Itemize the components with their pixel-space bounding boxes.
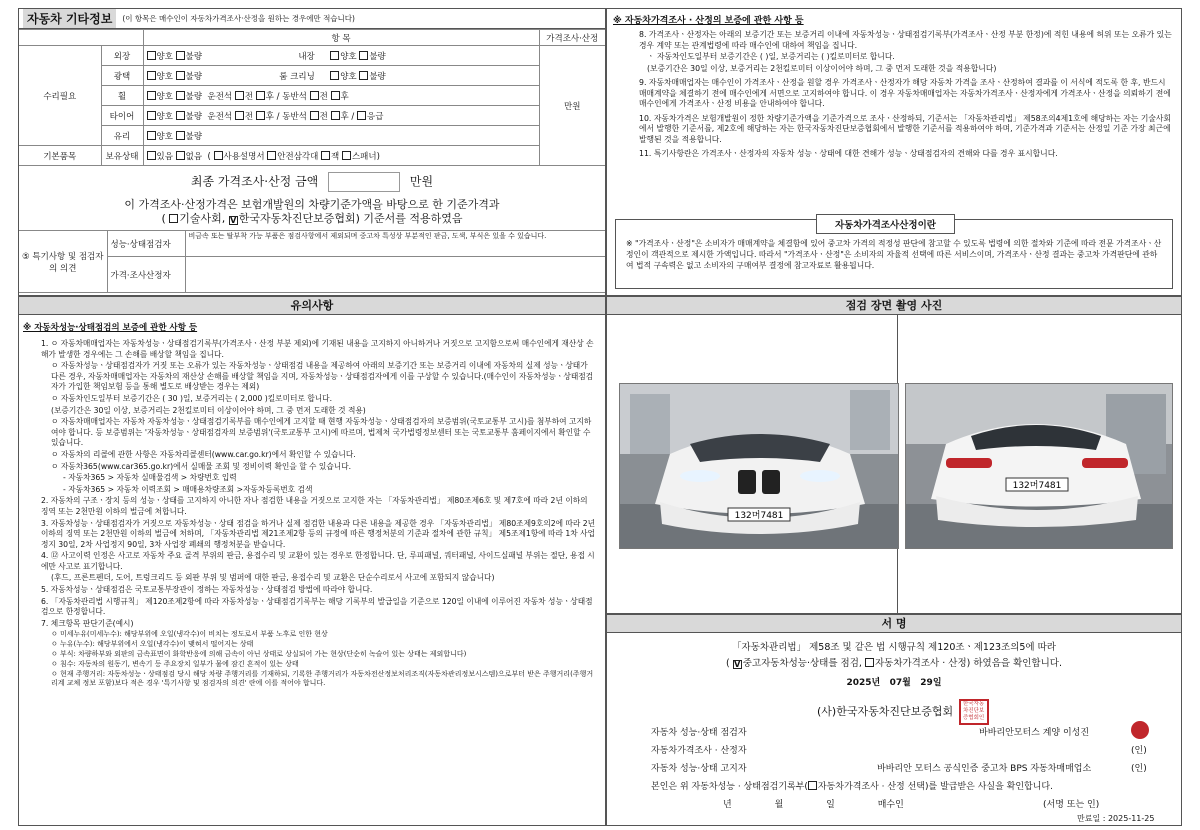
- date-month: 07: [889, 678, 903, 688]
- opt-label: 후: [265, 111, 274, 122]
- opt-label: 없음: [185, 151, 203, 162]
- row-exterior: 외장: [101, 46, 143, 66]
- date-year: 2025: [846, 678, 872, 688]
- price-unit: 만원: [539, 46, 605, 166]
- checkbox[interactable]: [310, 91, 319, 100]
- checkbox[interactable]: [176, 91, 185, 100]
- checkbox[interactable]: [359, 71, 368, 80]
- condition-table: [19, 29, 605, 166]
- special-notes-label: ⑤ 특기사항 및 점검자의 의견: [19, 231, 107, 293]
- date-year-label: 년: [871, 678, 881, 688]
- checkbox-price[interactable]: [865, 658, 874, 667]
- pricer-seal-mark: (인): [1131, 746, 1147, 756]
- org-row: [817, 699, 989, 725]
- buyer-day: 일: [826, 800, 835, 810]
- car-front-image: [620, 384, 899, 549]
- note-8b: ㆍ 자동차인도일부터 보증기간은 ( )일, 보증거리는 ( )킬로미터로 합니다.: [647, 52, 895, 61]
- confirm-text: [607, 655, 1181, 669]
- final-price-unit: 만원: [409, 174, 434, 189]
- opt-label: 잭: [331, 151, 340, 162]
- passenger-label: / 동반석: [276, 91, 307, 102]
- opt-label: 불량: [185, 91, 203, 102]
- checkbox[interactable]: [310, 111, 319, 120]
- buyer-year: 년: [723, 800, 732, 810]
- opt-label: 후: [340, 111, 349, 122]
- note-item: ㅇ 자동차매매업자는 자동차 자동차성능ㆍ상태점검기록부를 매수인에게 고지할 때 현행 자동차성능ㆍ상태점검자의 보증범위(국토교통부 고시)를 첨부하여 고지하여야 합니다. 등 보증범위는 '자동차성능ㆍ상태점검자의 보증범위'(국토교통부 고시)에 따르며, 법제처 국가법령정보센터 또는 국토교통부 홈페이지에서 확인할 수 있습니다.: [51, 417, 592, 448]
- front-plate: 132머7481: [734, 511, 784, 521]
- note-8: 8. 가격조사ㆍ산정자는 아래의 보증기간 또는 보증거리 이내에 자동차성능ㆍ상태점검기록부(가격조사ㆍ산정 부분 한정)에 적힌 내용에 허위 또는 오류가 있는 경우 계약 또는 관계법령에 따라 매수인에 대하여 책임을 집니다.: [639, 30, 1172, 50]
- front-photo: [619, 383, 899, 549]
- checkbox[interactable]: [330, 51, 339, 60]
- note-item: 4. ⑫ 사고이력 인정은 사고로 자동차 주요 골격 부위의 판금, 용접수리 및 교환이 있는 경우로 한정합니다. 단, 루피패널, 쿼터패널, 사이드실패널 부위는 절단, 용접 시에만 사고로 표기합니다.: [41, 551, 595, 571]
- checkbox[interactable]: [214, 151, 223, 160]
- note-item: ㅇ 침수: 자동차의 원동기, 변속기 등 주요장치 일부가 물에 잠긴 흔적이 있는 상태: [51, 660, 299, 669]
- note-item: 7. 체크항목 판단기준(예시): [41, 618, 134, 628]
- opt-label: 불량: [369, 71, 386, 82]
- row-wheel: 휠: [101, 86, 143, 106]
- opt-label: 양호: [156, 91, 173, 102]
- final-price-input[interactable]: [328, 172, 400, 192]
- inspector-value: 바바리안모터스 계양 이성진: [979, 728, 1090, 738]
- opt-label: 양호: [340, 51, 357, 62]
- notes-subtitle: ※ 자동차성능·상태점검의 보증에 관한 사항 등: [23, 323, 198, 333]
- basis-text: 이 가격조사·산정가격은 보험개발원의 차량기준가액을 바탕으로 한 기준가격과 ( 기술사회, V 한국자동차진단보증협회) 기준서를 적용하였음: [19, 198, 605, 226]
- inspector-label: 자동차 성능·상태 점검자: [651, 728, 747, 738]
- opt-label: 후: [340, 91, 349, 102]
- org-name: (사)한국자동차진단보증협회: [817, 705, 954, 718]
- checkbox[interactable]: [176, 71, 185, 80]
- opt-label: 불량: [185, 131, 203, 142]
- basic-items-label: 기본품목: [19, 146, 101, 166]
- checkbox[interactable]: [331, 111, 340, 120]
- note-item: - 자동차365 > 자동차 실매물검색 > 차량번호 입력: [63, 473, 237, 483]
- price-guarantee-title: ※ 자동차가격조사 · 산정의 보증에 관한 사항 등: [613, 16, 804, 26]
- receipt-row: [651, 779, 1053, 792]
- checkbox[interactable]: [147, 111, 156, 120]
- checkbox[interactable]: [176, 51, 185, 60]
- opt-label: 양호: [156, 51, 173, 62]
- vehicle-other-info-panel: [18, 8, 606, 296]
- note-item: ㅇ 자동차인도일부터 보증기간은 ( 30 )일, 보증거리는 ( 2,000 )킬로미터로 합니다.: [51, 393, 333, 403]
- basis-opt2: 한국자동차진단보증협회: [238, 212, 356, 225]
- date-month-label: 월: [902, 678, 911, 688]
- checkbox[interactable]: [321, 151, 330, 160]
- section-title: 자동차 기타정보: [23, 9, 116, 28]
- basis-opt1: 기술사회,: [179, 212, 226, 225]
- buyer-sign: (서명 또는 인): [1043, 800, 1100, 810]
- col-item-header: 항 목: [143, 30, 539, 46]
- holding-options: 있음 없음 ( 사용설명서 안전삼각대 잭 스패너): [143, 146, 539, 166]
- note-item: ㅇ 미세누유(미세누수): 해당부위에 오일(냉각수)이 비치는 정도로서 부품 노후로 인한 현상: [51, 630, 328, 639]
- note-10: 10. 자동차가격은 보험개발원이 정한 차량기준가액을 기준가격으로 조사ㆍ산정하되, 기준서는 「자동차관리법」 제58조의4제1호에 해당하는 자는 기술사회에서 발행한 기준서를, 제2호에 해당하는 자는 한국자동차진단보증협회에서 발행한 기준서를 적용하여야 하며, 기준가격과 기준서는 산정일 기준 가장 최근에 발행된 것을 적용합니다.: [639, 113, 1171, 144]
- note-9: 9. 자동차매매업자는 매수인이 가격조사ㆍ산정을 원할 경우 가격조사ㆍ산정자가 해당 자동차 가격을 조사ㆍ산정하여 결과를 이 서식에 적도록 한 후, 반드시 매매계약을 체결하기 전에 매수인에게 서면으로 고지하여야 합니다. 이 경우 자동차매매업자는 자동차가격조사ㆍ산정자에게 가격조사ㆍ산정을 의뢰하기 전에 매수인에게 가격조사ㆍ산정 비용을 안내하여야 합니다.: [639, 78, 1171, 108]
- notifier-value: 바바리안 모터스 공식인증 중고차 BPS 자동차매매업소: [877, 764, 1092, 774]
- row-interior: 내장: [298, 51, 315, 62]
- checkbox[interactable]: [147, 131, 156, 140]
- definition-text: ※ "가격조사ㆍ산정"은 소비자가 매매계약을 체결함에 있어 중고차 가격의 적정성 판단에 참고할 수 있도록 법령에 의한 절차와 기준에 따라 전문 가격조사ㆍ산정인이 객관적으로 제시한 가액입니다. 따라서 "가격조사ㆍ산정"은 소비자의 자율적 선택에 따른 서비스이며, 가격조사ㆍ산정 결과는 중고차 가격판단에 관하여 법적 구속력은 없고 소비자의 구매여부 결정에 참고자료로 활용됩니다.: [626, 239, 1162, 270]
- rear-plate: 132머7481: [1012, 481, 1062, 491]
- definition-box: [615, 219, 1173, 289]
- opt-label: 전: [244, 91, 254, 102]
- pricer-label: 자동차가격조사 · 산정자: [651, 746, 747, 756]
- opt-label: 스패너: [351, 151, 377, 162]
- opt-label: 양호: [156, 111, 173, 122]
- row-glass: 유리: [101, 126, 143, 146]
- price-inspector-label: 가격·조사산정자: [107, 257, 185, 293]
- note-item: ㅇ 부식: 차량하부와 외판의 금속표면이 화학반응에 의해 금속이 아닌 상태로 상실되어 가는 현상(단순히 녹슬어 있는 상태는 제외합니다): [51, 650, 467, 659]
- note-item: (보증기간은 30일 이상, 보증거리는 2천킬로미터 이상이어야 하며, 그 중 먼저 도래한 것 적용): [51, 405, 366, 415]
- opt-label: 양호: [156, 71, 173, 82]
- buyer-row: [723, 797, 1143, 810]
- repair-needed-label: 수리필요: [19, 46, 101, 146]
- rear-photo: [905, 383, 1173, 549]
- date-day: 29: [920, 678, 933, 688]
- notes-title: 유의사항: [19, 297, 605, 315]
- passenger-label: / 동반석: [276, 111, 307, 122]
- confirm-pre: (: [726, 658, 730, 669]
- note-item: ㅇ 자동차의 리콜에 관한 사항은 자동차리콜센터(www.car.go.kr)에서 확인할 수 있습니다.: [51, 449, 356, 459]
- notifier-label: 자동차 성능·상태 고지자: [651, 764, 747, 774]
- col-price-header: 가격조사·산정: [539, 30, 605, 46]
- perf-inspector-label: 성능·상태점검자: [107, 231, 185, 257]
- checkbox[interactable]: [330, 71, 339, 80]
- checkbox-tech-society[interactable]: [169, 214, 178, 223]
- org-seal: 한국자동차진단보증협회인: [959, 699, 989, 725]
- receipt-post: 자동차가격조사 · 산정 선택)를 발급받은 사실을 확인합니다.: [817, 782, 1053, 792]
- note-8c: (보증기간은 30일 이상, 보증거리는 2천킬로미터 이상이어야 하며, 그 중 먼저 도래한 것을 적용합니다): [647, 63, 997, 73]
- opt-label: 불량: [185, 111, 203, 122]
- date-day-label: 일: [932, 678, 942, 688]
- basis-line: 이 가격조사·산정가격은 보험개발원의 차량기준가액을 바탕으로 한 기준가격과: [124, 198, 500, 211]
- note-item: 1. ㅇ 자동차매매업자는 자동차성능ㆍ상태점검기록부(가격조사ㆍ산정 부분 제외)에 기재된 내용을 고지하지 아니하거나 거짓으로 고지함으로써 매수인에게 재산상 손해가 발생한 경우에는 그 손해를 배상할 책임을 집니다.: [41, 339, 594, 359]
- final-price-row: [19, 172, 605, 192]
- note-item: 3. 자동차성능ㆍ상태점검자가 거짓으로 자동차성능ㆍ상태 점검을 하거나 실제 점검한 내용과 다른 내용을 제공한 경우 「자동차관리법」 제80조제9호의2에 따라 2년 이하의 징역 또는 2천만원 이하의 벌금에 처하며, 「자동차관리법 제21조제2항 등의 규정에 따른 행정처분의 기준과 절차에 관한 규칙」 제5조제1항에 따라 1차 사업정지 30일, 2차 사업정지 90일, 3차 사업장 폐쇄의 행정처분을 받습니다.: [41, 518, 596, 549]
- glass-options: [143, 126, 539, 146]
- opt-label: 양호: [156, 131, 173, 142]
- buyer-label: 매수인: [877, 800, 904, 810]
- opt-label: 불량: [185, 51, 203, 62]
- wheel-options: [143, 86, 539, 106]
- photos-panel: [606, 296, 1182, 614]
- checkbox[interactable]: [267, 151, 276, 160]
- checkbox[interactable]: [256, 91, 265, 100]
- opt-label: 불량: [185, 71, 203, 82]
- perf-inspector-opinion: 비금속 또는 탈부착 가능 부품은 점검사항에서 제외되며 중고차 특성상 부분적인 판금, 도색, 부식은 있을 수 있습니다.: [185, 231, 605, 257]
- checkbox[interactable]: [235, 111, 244, 120]
- checkbox[interactable]: [176, 131, 185, 140]
- note-item: ㅇ 현재 주행거리: 자동차성능ㆍ상태점검 당시 해당 차량 주행거리를 기재하되, 기록한 주행거리가 자동차전산정보처리조직(자동차관리정보시스템)으로부터 받은 주행거리(주행거리계 교체 정보 포함)보다 적은 경우 '특기사항 및 점검자의 의견' 란에 이를 적어야 합니다.: [51, 670, 594, 688]
- note-11: 11. 특기사항란은 가격조사ㆍ산정자의 자동차 성능ㆍ상태에 대한 견해가 성능ㆍ상태점검자의 견해와 다를 경우 표시합니다.: [639, 149, 1058, 158]
- buyer-month: 월: [774, 800, 784, 810]
- note-item: - 자동차365 > 자동차 이력조회 > 매매용차량조회 >자동차등록번호 검색: [63, 484, 313, 494]
- row-gloss: 광택: [101, 66, 143, 86]
- checkbox[interactable]: [342, 151, 351, 160]
- opt-label: 응급: [367, 111, 384, 122]
- definition-title: 자동차가격조사산정이란: [816, 214, 955, 234]
- checkbox-receipt[interactable]: [808, 781, 817, 790]
- checkbox[interactable]: [176, 111, 185, 120]
- note-item: (후드, 프론트펜더, 도어, 트렁크리드 등 외판 부위 및 범퍼에 대한 판금, 용접수리 및 교환은 단순수리로서 사고에 포함되지 않습니다): [51, 573, 495, 583]
- checkbox[interactable]: [357, 111, 366, 120]
- checkbox[interactable]: [147, 91, 156, 100]
- notes-panel: [18, 296, 606, 826]
- note-item: 6. 「자동차관리법 시행규칙」 제120조제2항에 따라 자동차성능ㆍ상태점검기록부는 해당 기록부의 발급일을 기준으로 120일 이내에 이루어진 자동차 성능ㆍ상태점검으로 한정합니다.: [41, 596, 593, 617]
- receipt-pre: 본인은 위 자동차성능 · 상태점검기록부(: [651, 782, 808, 792]
- checkbox-kadbo[interactable]: V: [230, 216, 237, 225]
- basis-tail: ) 기준서를 적용하였음: [355, 212, 463, 225]
- opt-label: 전: [319, 91, 328, 102]
- price-guarantee-panel: [606, 8, 1182, 296]
- opt-label: 전: [244, 111, 254, 122]
- signature-panel: [606, 614, 1182, 826]
- checkbox[interactable]: [235, 91, 244, 100]
- driver-side-label: 운전석: [207, 111, 233, 122]
- notifier-seal-mark: (인): [1131, 764, 1147, 774]
- final-price-label: 최종 가격조사·산정 금액: [190, 174, 319, 189]
- expiry-date: 만료일 : 2025-11-25: [1077, 814, 1155, 823]
- note-item: 2. 자동차의 구조ㆍ장치 등의 성능ㆍ상태를 고지하지 아니한 자나 점검한 내용을 거짓으로 고지한 자는 「자동차관리법」 제80조제6호 및 제7호에 따라 2년 이하의 징역 또는 2천만원 이하의 벌금에 처합니다.: [41, 496, 588, 516]
- opt-label: 전: [319, 111, 328, 122]
- checkbox[interactable]: [256, 111, 265, 120]
- checkbox[interactable]: [147, 71, 156, 80]
- note-item: ㅇ 자동차성능ㆍ상태점검자가 거짓 또는 오류가 있는 자동차성능ㆍ상태점검 내용을 제공하여 아래의 보증기간 또는 보증거리 이내에 자동차의 실제 성능ㆍ상태가 다른 경우, 자동차매매업자는 자동차의 재산상 손해를 배상할 책임을 지며, 자동차성능ㆍ상태점검자에게 이를 구상할 수 있습니다.(매수인이 자동차성능ㆍ상태점검자가 가입한 책임보험 등을 통해 별도로 배상받는 경우는 제외): [51, 361, 594, 392]
- special-notes-table: [19, 230, 605, 293]
- inspector-seal: [1131, 721, 1149, 739]
- checkbox[interactable]: [359, 51, 368, 60]
- note-item: ㅇ 자동차365(www.car365.go.kr)에서 실매물 조회 및 정비이력 확인을 할 수 있습니다.: [51, 461, 352, 471]
- tire-options: 양호 불량 운전석 전 후 / 동반석 전 후 / 응급: [143, 106, 539, 126]
- confirm-opt2: 자동차가격조사 · 산정) 하였음을 확인합니다.: [874, 658, 1062, 669]
- opt-label: 양호: [340, 71, 357, 82]
- car-rear-image: [906, 384, 1173, 549]
- confirm-opt1: 중고자동차성능·상태를 점검,: [742, 658, 862, 669]
- opt-label: 사용설명서: [223, 151, 265, 162]
- note-item: ㅇ 누유(누수): 해당부위에서 오일(냉각수)이 맺혀서 떨어지는 상태: [51, 640, 254, 649]
- gloss-options: [143, 66, 539, 86]
- checkbox-performance[interactable]: V: [734, 660, 741, 669]
- row-room-clean: 룸 크리닝: [279, 71, 315, 82]
- driver-side-label: 운전석: [207, 91, 233, 102]
- note-item: 5. 자동차성능ㆍ상태점검은 국토교통부장관이 정하는 자동차성능ㆍ상태점검 방법에 따라야 합니다.: [41, 585, 373, 595]
- checkbox[interactable]: [147, 51, 156, 60]
- section-subtitle: (이 항목은 매수인이 자동차가격조사·산정을 원하는 경우에만 적습니다): [122, 14, 355, 23]
- checkbox[interactable]: [176, 151, 185, 160]
- notes-list: [19, 339, 605, 688]
- opt-label: 있음: [156, 151, 173, 162]
- opt-label: 불량: [369, 51, 386, 62]
- photos-title: 점검 장면 촬영 사진: [607, 297, 1181, 315]
- exterior-options: [143, 46, 539, 66]
- opt-label: 안전삼각대: [277, 151, 319, 162]
- checkbox[interactable]: [331, 91, 340, 100]
- signature-title: 서 명: [607, 615, 1181, 633]
- law-text: 「자동차관리법」 제58조 및 같은 법 시행규칙 제120조ㆍ제123조의5에 따라: [732, 642, 1056, 653]
- row-tire: 타이어: [101, 106, 143, 126]
- row-holding: 보유상태: [101, 146, 143, 166]
- opt-label: 후: [265, 91, 274, 102]
- price-inspector-opinion: [185, 257, 605, 293]
- date-row: [607, 675, 1181, 688]
- checkbox[interactable]: [147, 151, 156, 160]
